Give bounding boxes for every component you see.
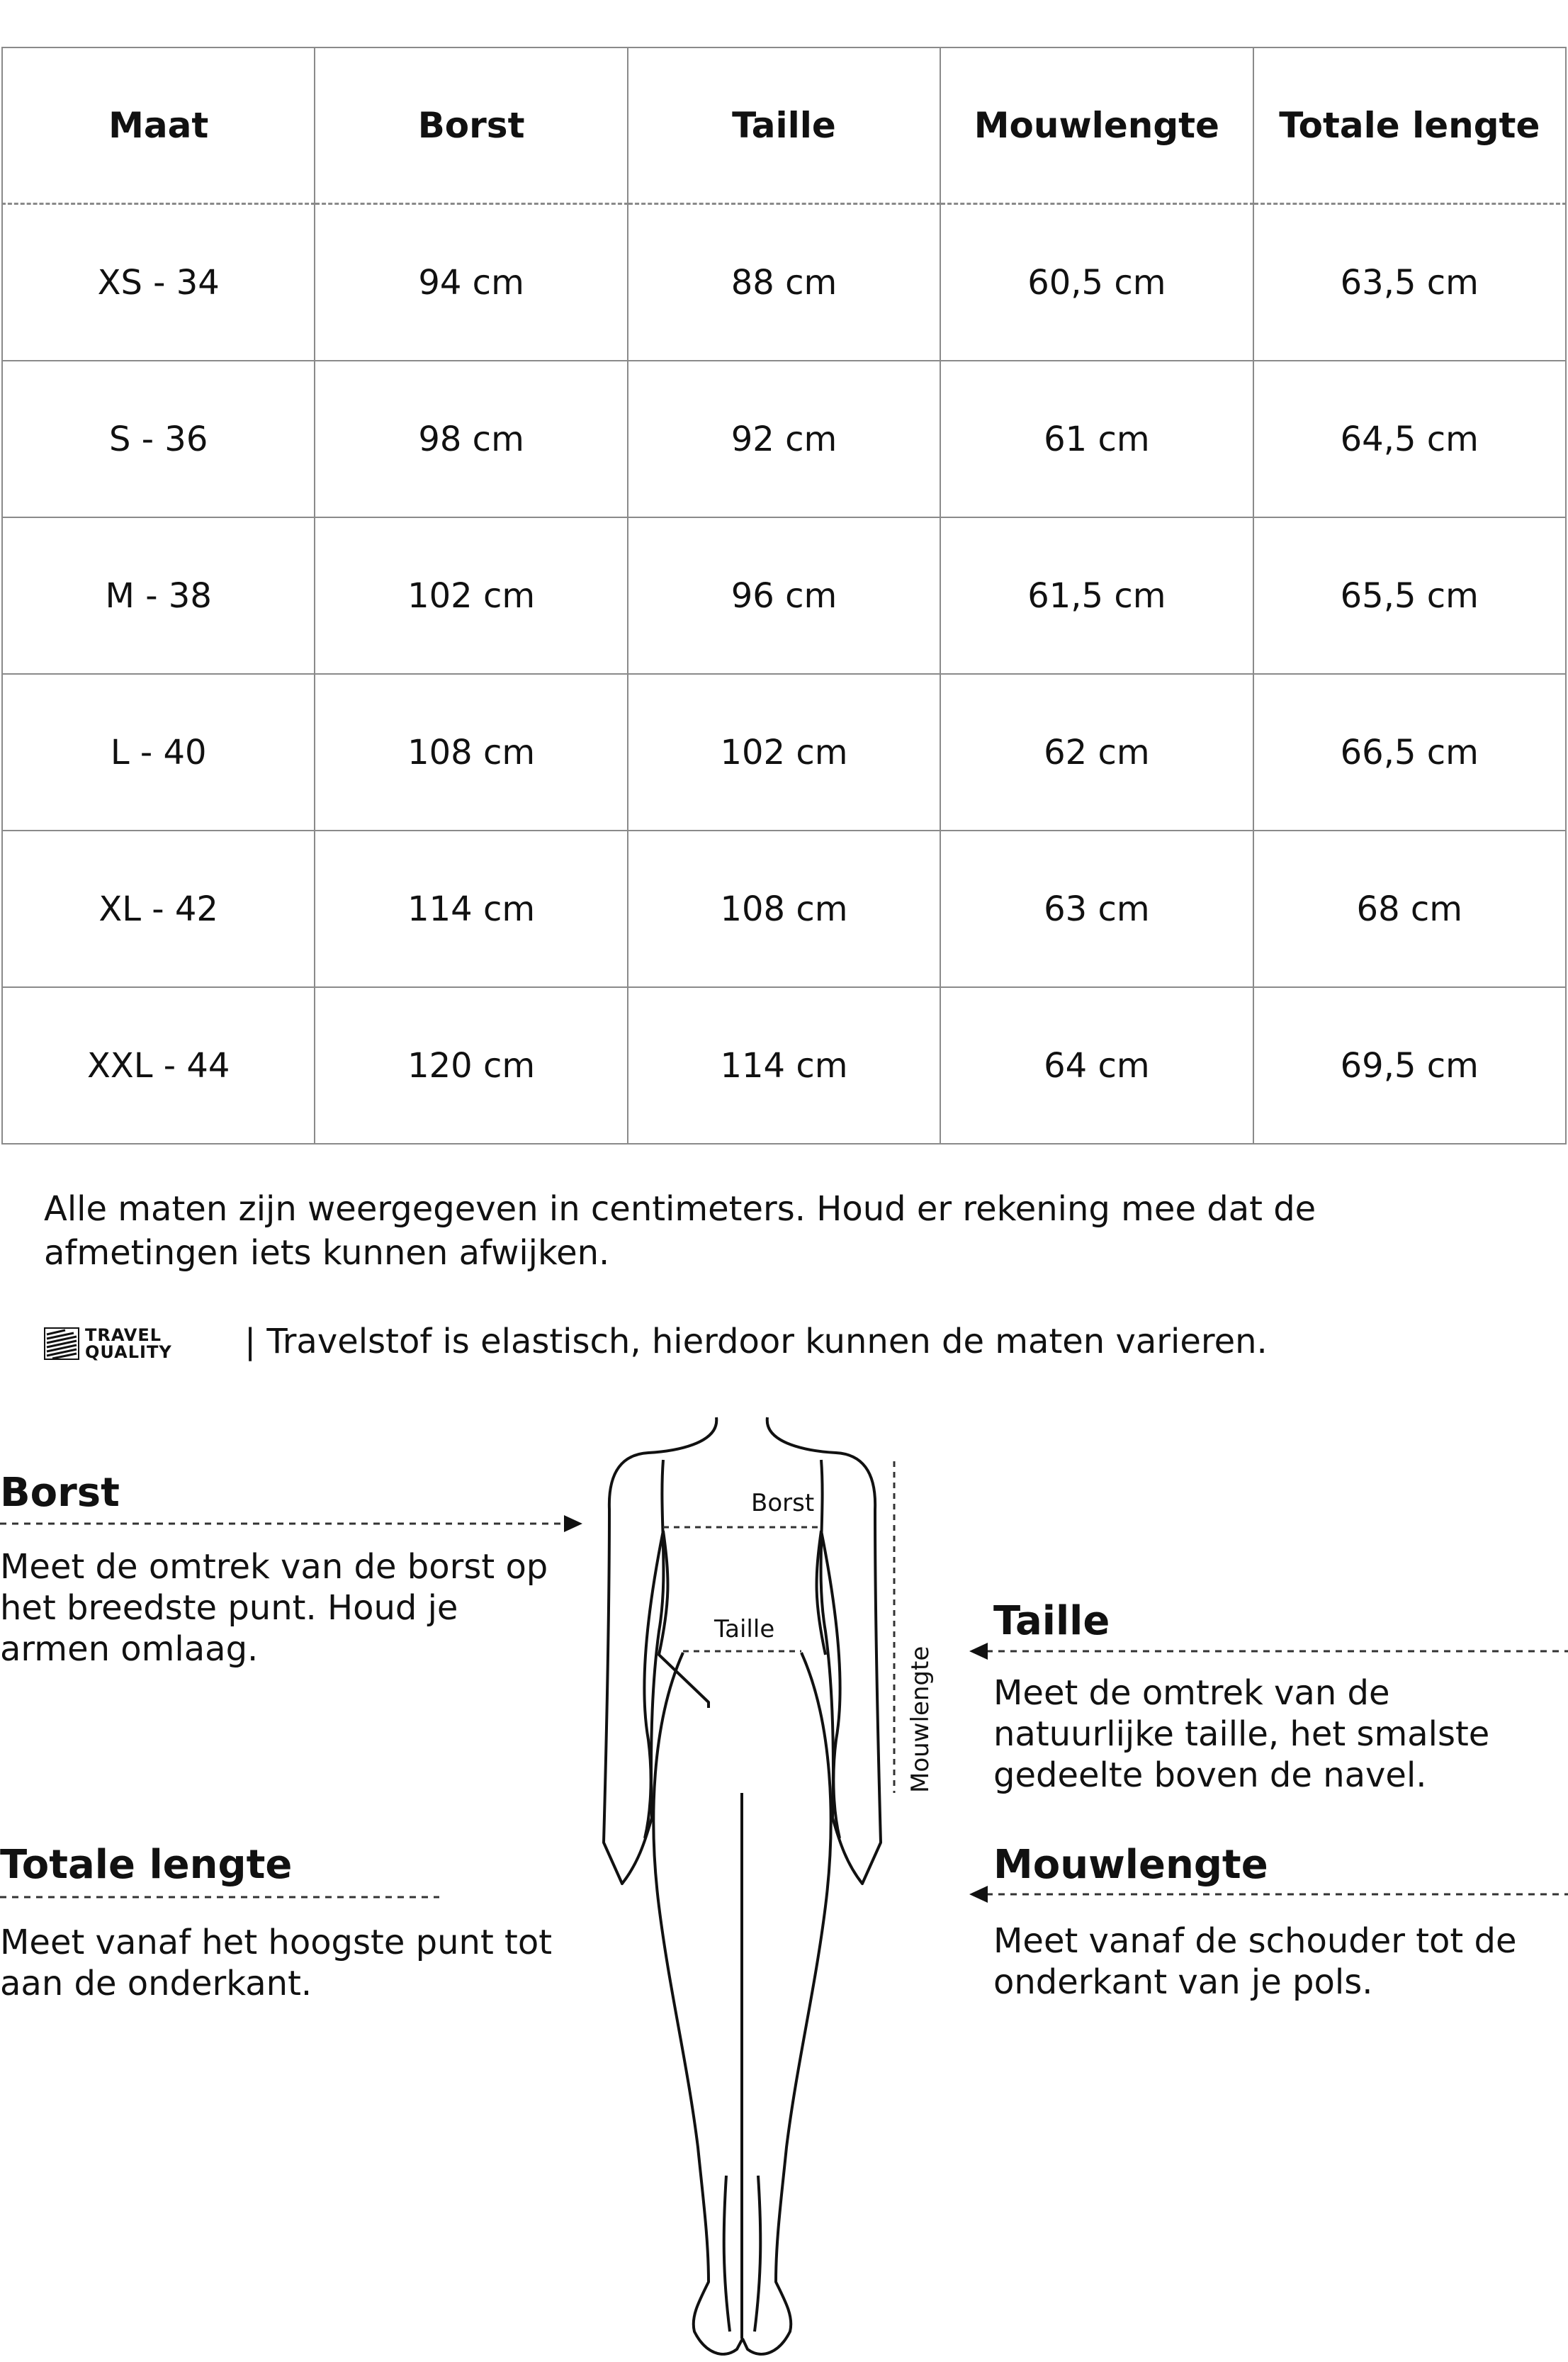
- table-cell: 96 cm: [628, 517, 940, 674]
- totale-lengte-title: Totale lengte: [0, 1842, 293, 1888]
- column-header-maat: Maat: [2, 47, 315, 204]
- table-cell: L - 40: [2, 674, 315, 831]
- table-row: [2, 674, 1566, 831]
- table-cell: 60,5 cm: [940, 204, 1253, 361]
- table-cell: 98 cm: [315, 361, 627, 517]
- travel-quality-logo: [44, 1325, 210, 1362]
- table-cell: 68 cm: [1253, 831, 1566, 987]
- table-cell: 61,5 cm: [940, 517, 1253, 674]
- figure-label-borst: Borst: [751, 1489, 815, 1517]
- column-header-taille: Taille: [628, 47, 940, 204]
- mouwlengte-title: Mouwlengte: [993, 1842, 1268, 1888]
- body-silhouette: [604, 1417, 881, 2354]
- borst-pointer-line: [0, 1515, 582, 1532]
- table-cell: 62 cm: [940, 674, 1253, 831]
- taille-description: Meet de omtrek van de natuurlijke taille, het smalste gedeelte boven de navel.: [993, 1673, 1490, 1795]
- table-cell: 64,5 cm: [1253, 361, 1566, 517]
- table-cell: 114 cm: [628, 987, 940, 1144]
- table-cell: 65,5 cm: [1253, 517, 1566, 674]
- table-row: [2, 204, 1566, 361]
- table-cell: 94 cm: [315, 204, 627, 361]
- column-header-totale-lengte: Totale lengte: [1253, 47, 1566, 204]
- table-cell: 64 cm: [940, 987, 1253, 1144]
- table-cell: XL - 42: [2, 831, 315, 987]
- table-header-row: [2, 47, 1566, 204]
- borst-description: Meet de omtrek van de borst op het breedste punt. Houd je armen omlaag.: [0, 1547, 548, 1669]
- figure-label-mouwlengte: Mouwlengte: [906, 1646, 935, 1793]
- table-cell: 66,5 cm: [1253, 674, 1566, 831]
- table-cell: S - 36: [2, 361, 315, 517]
- measurement-figure: [0, 1410, 1568, 2362]
- table-row: [2, 517, 1566, 674]
- column-header-mouwlengte: Mouwlengte: [940, 47, 1253, 204]
- table-cell: 114 cm: [315, 831, 627, 987]
- table-cell: 61 cm: [940, 361, 1253, 517]
- totale-lengte-description: Meet vanaf het hoogste punt tot aan de onderkant.: [0, 1923, 553, 2003]
- table-cell: 69,5 cm: [1253, 987, 1566, 1144]
- table-cell: XS - 34: [2, 204, 315, 361]
- table-cell: 102 cm: [315, 517, 627, 674]
- table-cell: 92 cm: [628, 361, 940, 517]
- taille-title: Taille: [993, 1598, 1110, 1644]
- figure-label-taille: Taille: [714, 1615, 775, 1643]
- table-cell: 108 cm: [628, 831, 940, 987]
- column-header-borst: Borst: [315, 47, 627, 204]
- logo-line-quality: QUALITY: [85, 1342, 172, 1362]
- table-cell: 120 cm: [315, 987, 627, 1144]
- borst-title: Borst: [0, 1470, 120, 1516]
- logo-line-travel: TRAVEL: [85, 1325, 162, 1345]
- table-row: [2, 987, 1566, 1144]
- travel-quality-logo-icon: [44, 1327, 79, 1360]
- logo-wordmark: [85, 1327, 172, 1361]
- table-cell: 63 cm: [940, 831, 1253, 987]
- table-cell: 88 cm: [628, 204, 940, 361]
- travel-fabric-note: | Travelstof is elastisch, hierdoor kunnen de maten varieren.: [244, 1322, 1268, 1361]
- table-row: [2, 361, 1566, 517]
- size-table: [1, 47, 1567, 1145]
- table-cell: M - 38: [2, 517, 315, 674]
- taille-pointer-line: [969, 1643, 1568, 1660]
- table-cell: XXL - 44: [2, 987, 315, 1144]
- table-cell: 102 cm: [628, 674, 940, 831]
- table-cell: 108 cm: [315, 674, 627, 831]
- mouwlengte-description: Meet vanaf de schouder tot de onderkant van je pols.: [993, 1921, 1517, 2002]
- measurement-disclaimer: Alle maten zijn weergegeven in centimeters. Houd er rekening mee dat de afmetingen iets kunnen afwijken.: [44, 1189, 1316, 1273]
- mouwlengte-pointer-line: [969, 1886, 1568, 1903]
- table-row: [2, 831, 1566, 987]
- table-cell: 63,5 cm: [1253, 204, 1566, 361]
